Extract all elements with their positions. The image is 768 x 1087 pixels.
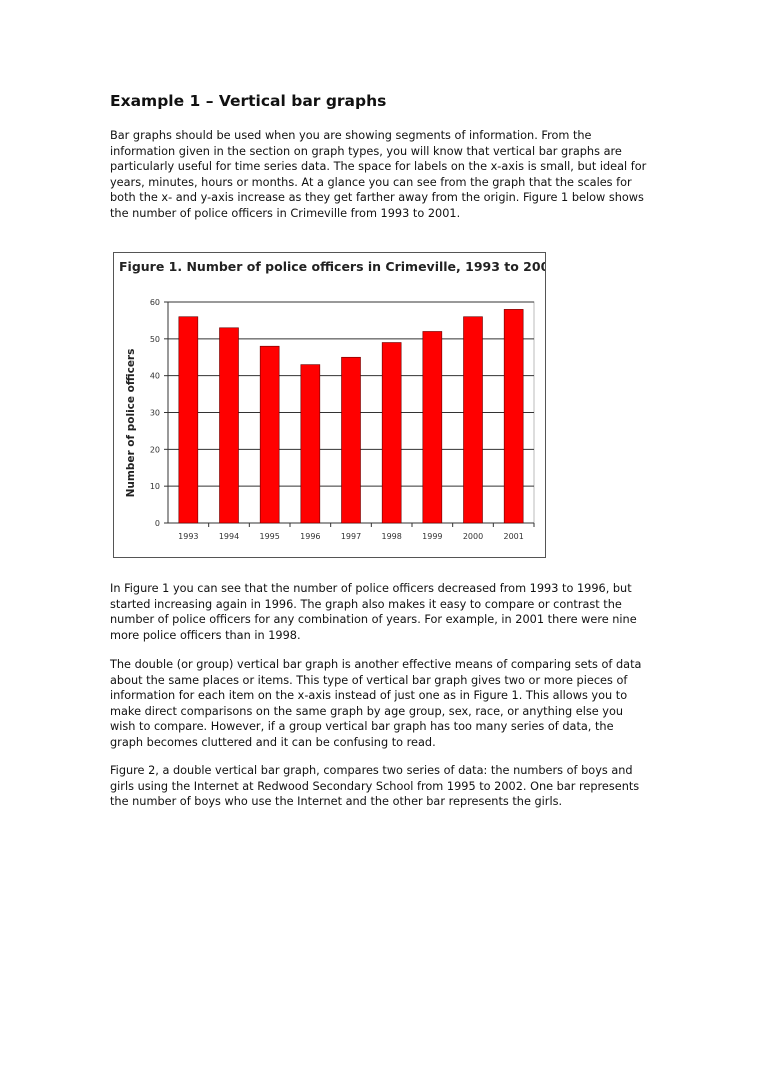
paragraph: Figure 2, a double vertical bar graph, compares two series of data: the numbers of boys and girls using the Internet at Redwood Secondary School from 1995 to 2002. One bar represents the number of boys who use the Internet and the other bar represents the girls. [110,764,640,809]
x-tick-label: 1993 [178,532,199,541]
x-tick-label: 1997 [340,532,362,541]
figure-1 [113,252,546,558]
section-heading: Example 1 – Vertical bar graphs [110,92,387,110]
bar-1994 [220,328,239,523]
x-tick-label: 1998 [381,532,402,541]
y-tick-label: 60 [149,298,160,307]
paragraph: Bar graphs should be used when you are showing segments of information. From the information given in the section on graph types, you will know that vertical bar graphs are particularly useful for time series data. The space for labels on the x-axis is small, but ideal for years, minutes, hours or months. At a glance you can see from the graph that the scales for both the x- and y-axis increase as they get farther away from the origin. Figure 1 below shows the number of police officers in Crimeville from 1993 to 2001. [110,129,647,220]
paragraph: In Figure 1 you can see that the number of police officers decreased from 1993 to 1996, but started increasing again in 1996. The graph also makes it easy to compare or contrast the number of police officers for any combination of years. For example, in 2001 there were nine more police officers than in 1998. [110,582,637,642]
x-tick-label: 1996 [300,532,321,541]
x-tick-label: 1999 [422,532,443,541]
y-tick-label: 30 [149,408,160,418]
y-tick-label: 0 [154,519,160,528]
bar-1993 [179,317,198,523]
y-axis-label: Number of police officers [125,348,137,498]
bar-1998 [382,343,401,523]
x-tick-label: 2001 [503,532,524,541]
bar-1999 [423,331,442,523]
x-tick-label: 1994 [218,532,240,541]
y-tick-label: 10 [149,482,160,492]
y-tick-label: 20 [149,445,160,455]
chart-title: Figure 1. Number of police officers in Crimeville, 1993 to 2001 [119,259,545,274]
x-tick-label: 2000 [462,532,484,541]
bar-2001 [504,309,523,523]
bar-2000 [464,317,483,523]
paragraph: The double (or group) vertical bar graph is another effective means of comparing sets of data about the same places or items. This type of vertical bar graph gives two or more pieces of information for each item on the x-axis instead of just one as in Figure 1. This allows you to make direct comparisons on the same graph by age group, sex, race, or anything else you wish to compare. However, if a group vertical bar graph has too many series of data, the graph becomes cluttered and it can be confusing to read. [110,658,642,749]
bar-1996 [301,365,320,523]
y-tick-label: 40 [149,371,160,381]
bar-chart [114,253,545,557]
bar-1997 [342,357,361,523]
y-tick-label: 50 [149,334,160,344]
x-tick-label: 1995 [259,532,280,541]
bar-1995 [260,346,279,523]
